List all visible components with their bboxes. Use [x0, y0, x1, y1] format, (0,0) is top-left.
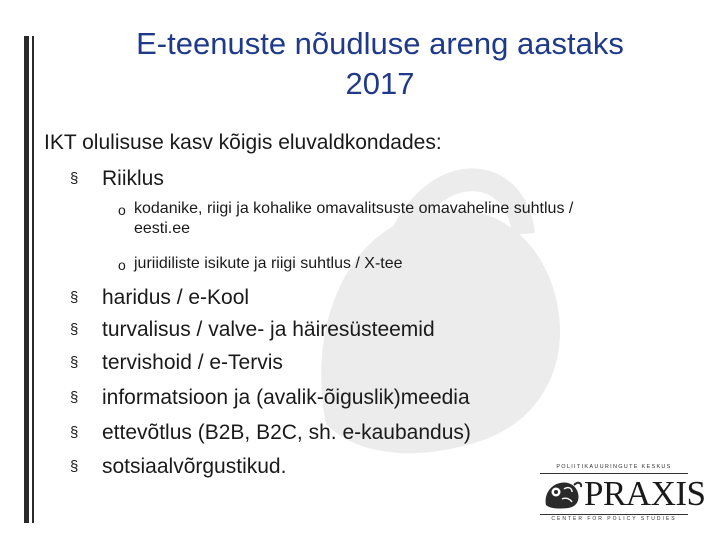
bullet-mark: § [70, 170, 79, 187]
bullet-text: tervishoid / e-Tervis [102, 351, 283, 374]
bullet-mark: § [70, 321, 79, 338]
slide-title-line-2: 2017 [345, 66, 415, 101]
bullet-item [70, 452, 286, 482]
bullet-mark: § [70, 289, 79, 306]
bullet-mark: § [70, 389, 79, 406]
subbullet-mark: o [118, 202, 126, 218]
bullet-text: Riiklus [102, 167, 164, 190]
praxis-logo [540, 464, 706, 522]
bullet-item [70, 283, 249, 313]
subbullet-mark: o [118, 257, 126, 273]
subbullet-item [118, 254, 618, 274]
bullet-item [70, 164, 164, 194]
left-accent-bar [24, 36, 29, 523]
bullet-mark: § [70, 458, 79, 475]
subbullet-item [118, 199, 618, 239]
bullet-mark: § [70, 424, 79, 441]
logo-divider [540, 514, 688, 515]
lion-icon [542, 477, 584, 511]
bullet-text: turvalisus / valve- ja häiresüsteemid [102, 318, 435, 341]
bullet-item [70, 418, 471, 448]
bullet-item [70, 348, 283, 378]
slide-title-line-1: E-teenuste nõudluse areng aastaks [136, 26, 624, 61]
logo-bottom-line: CENTER FOR POLICY STUDIES [551, 516, 677, 522]
bullet-text: haridus / e-Kool [102, 286, 250, 309]
subbullet-text: kodanike, riigi ja kohalike omavalitsuste omavaheline suhtlus / eesti.ee [134, 200, 574, 237]
intro-text: IKT olulisuse kasv kõigis eluvaldkondades: [44, 131, 442, 154]
bullet-mark: § [70, 354, 79, 371]
bullet-item [70, 315, 435, 345]
bullet-text: ettevõtlus (B2B, B2C, sh. e-kaubandus) [102, 421, 471, 444]
logo-top-line: POLIITIKAUURINGUTE KESKUS [556, 464, 672, 470]
subbullet-text: juriidiliste isikute ja riigi suhtlus / X-tee [134, 255, 403, 272]
bullet-text: sotsiaalvõrgustikud. [102, 455, 287, 478]
left-accent-bar-thin [32, 36, 34, 523]
bullet-item [70, 383, 470, 413]
slide-title [40, 24, 720, 104]
bullet-text: informatsioon ja (avalik-õiguslik)meedia [102, 386, 470, 409]
logo-wordmark: PRAXIS [584, 474, 706, 513]
